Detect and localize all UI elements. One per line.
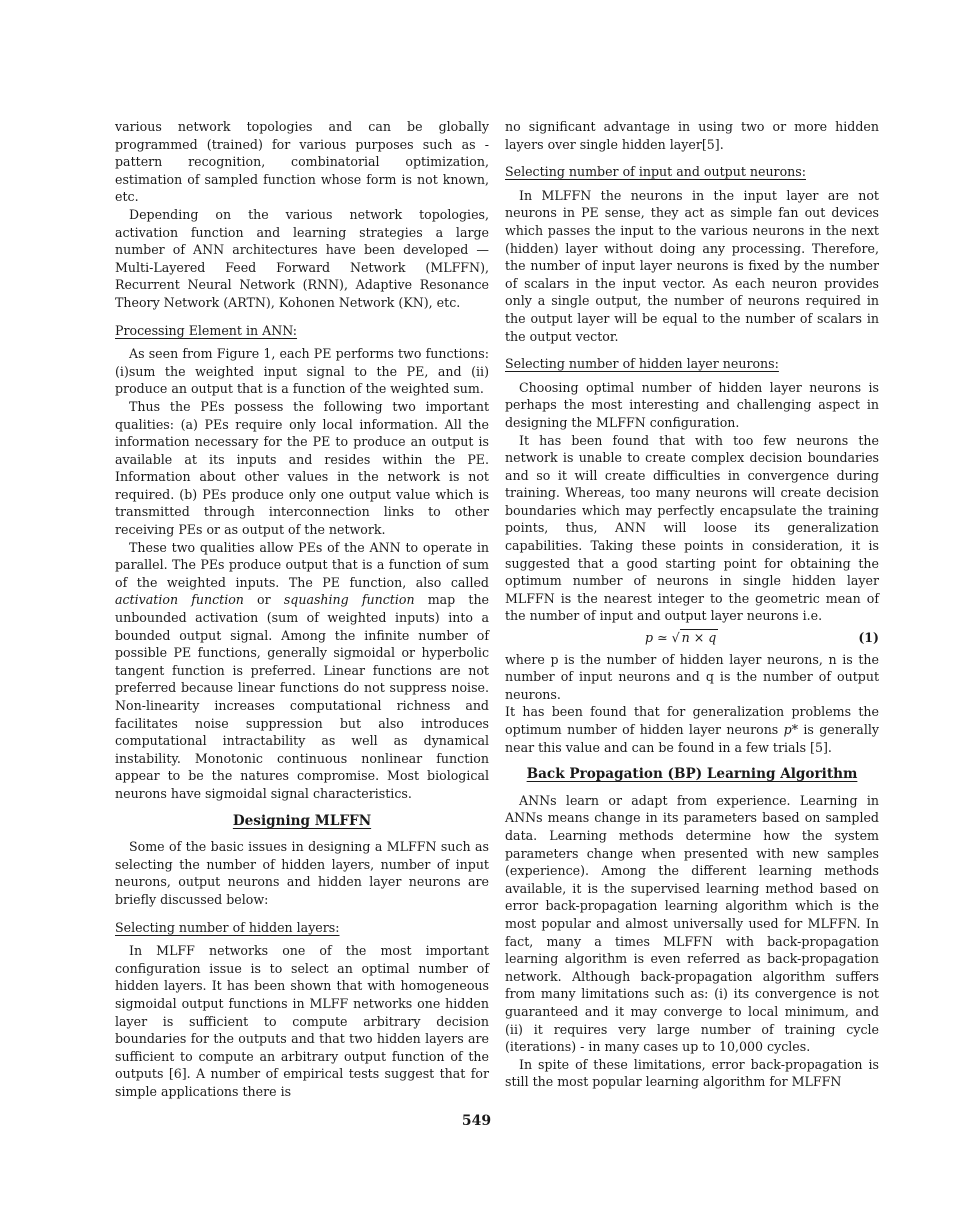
left-column bbox=[115, 118, 489, 1100]
section-heading-back-propagation: Back Propagation (BP) Learning Algorithm bbox=[526, 766, 858, 783]
equation-radicand: n × q bbox=[681, 630, 717, 646]
paragraph: In MLFF networks one of the most important configuration issue is to select an optimal number of hidden layers. It has been shown that with homogeneous sigmoidal output functions in MLFF networks one hidden layer is sufficient to compute arbitrary decision boundaries for the outputs and that two hidden layers are sufficient to compute an arbitrary output function of the outputs [6]. A number of empirical tests suggest that for simple applications there is bbox=[115, 943, 489, 1099]
paragraph: Choosing optimal number of hidden layer neurons is perhaps the most interesting and challenging aspect in designing the MLFFN configuration. bbox=[505, 379, 879, 430]
paragraph: Depending on the various network topologies, activation function and learning strategies a large number of ANN architectures have been developed — Multi-Layered Feed Forward Network (MLFFN), Recurrent Neural Network (RNN), Adaptive Resonance Theory Network (ARTN), Kohonen Network (KN), etc. bbox=[115, 206, 489, 310]
text-span: map the unbounded activation (sum of weighted inputs) into a bounded output signal. Among the infinite number of possible PE functions, generally sigmoidal or hyperbolic tangent function is preferred. Linear functions are not preferred because linear functions do not suppress noise. Non-linearity increases computational richness and facilitates noise suppression but also introduces computational intractability as well as dynamical instability. Monotonic continuous nonlinear function appear to be the natures compromise. Most biological neurons have sigmoidal signal characteristics. bbox=[115, 592, 490, 801]
text-span: These two qualities allow PEs of the ANN to operate in parallel. The PEs produce output that is a function of sum of the weighted inputs. The PE function, also called bbox=[115, 539, 489, 590]
paragraph: As seen from Figure 1, each PE performs two functions: (i)sum the weighted input signal to the PE, and (ii) produce an output that is a function of the weighted sum. bbox=[115, 346, 489, 397]
emphasis-squashing-function: squashing function bbox=[283, 592, 415, 608]
emphasis-activation-function: activation function bbox=[115, 592, 244, 608]
subsection-heading-hidden-layer-neurons: Selecting number of hidden layer neurons: bbox=[505, 356, 779, 372]
paragraph bbox=[115, 539, 489, 803]
equation-1 bbox=[505, 629, 879, 647]
paragraph: It has been found that with too few neurons the network is unable to create complex decision boundaries and so it will create difficulties in convergence during training. Whereas, too many neurons will create decision boundaries which may perfectly encapsulate the training points, thus, ANN will loose its generalization capabilities. Taking these points in consideration, it is suggested that a good starting point for obtaining the optimum number of neurons in single hidden layer MLFFN is the nearest integer to the geometric mean of the number of input and output layer neurons i.e. bbox=[505, 432, 879, 624]
text-span: or bbox=[243, 592, 284, 608]
paragraph: where p is the number of hidden layer neurons, n is the number of input neurons and q is the number of output neurons. bbox=[505, 651, 879, 702]
paragraph: Some of the basic issues in designing a MLFFN such as selecting the number of hidden layers, number of input neurons, output neurons and hidden layer neurons are briefly discussed below: bbox=[115, 839, 489, 907]
paragraph: Thus the PEs possess the following two important qualities: (a) PEs require only local information. All the information necessary for the PE to produce an output is available at its inputs and resides within the PE. Information about other values in the network is not required. (b) PEs produce only one output value which is transmitted through interconnection links to other receiving PEs or as output of the network. bbox=[115, 398, 489, 538]
subsection-heading-processing-element: Processing Element in ANN: bbox=[115, 322, 298, 338]
emphasis-p-star: p* bbox=[783, 722, 798, 737]
text-span: It has been found that for generalization problems the optimum number of hidden layer neurons bbox=[505, 704, 879, 737]
subsection-heading-input-output-neurons: Selecting number of input and output neurons: bbox=[505, 164, 806, 180]
equation-expression bbox=[505, 629, 858, 647]
paragraph: no significant advantage in using two or more hidden layers over single hidden layer[5]. bbox=[505, 119, 879, 152]
paragraph bbox=[505, 703, 879, 756]
paragraph: various network topologies and can be globally programmed (trained) for various purposes such as - pattern recognition, combinatorial optimization, estimation of sampled function whose form is not known, etc. bbox=[115, 119, 489, 205]
subsection-heading-hidden-layers: Selecting number of hidden layers: bbox=[115, 919, 340, 935]
paragraph: ANNs learn or adapt from experience. Learning in ANNs means change in its parameters based on sampled data. Learning methods determine how the system parameters change when presented with new samples (experience). Among the different learning methods available, it is the supervised learning method based on error back-propagation learning algorithm which is the most popular and almost universally used for MLFFN. In fact, many a times MLFFN with back-propagation learning algorithm is even referred as back-propagation network. Although back-propagation algorithm suffers from many limitations such as: (i) its convergence is not guaranteed and it may converge to local minimum, and (ii) it requires very large number of training cycle (iterations) - in many cases up to 10,000 cycles. bbox=[505, 792, 879, 1055]
page-number: 549 bbox=[461, 1113, 492, 1129]
paragraph: In MLFFN the neurons in the input layer are not neurons in PE sense, they act as simple fan out devices which passes the input to the various neurons in the next (hidden) layer without doing any processing. Therefore, the number of input layer neurons is fixed by the number of scalars in the input vector. As each neuron provides only a single output, the number of neurons required in the output layer will be equal to the number of scalars in the output vector. bbox=[505, 187, 879, 344]
equation-lhs: p ≃ √ bbox=[644, 630, 680, 646]
equation-number: (1) bbox=[858, 630, 879, 646]
right-column bbox=[505, 118, 879, 1091]
paragraph: In spite of these limitations, error back-propagation is still the most popular learning algorithm for MLFFN bbox=[505, 1056, 879, 1090]
section-heading-designing-mlffn: Designing MLFFN bbox=[232, 812, 372, 829]
text-span: is generally near this value and can be found in a few trials [5]. bbox=[505, 722, 879, 755]
